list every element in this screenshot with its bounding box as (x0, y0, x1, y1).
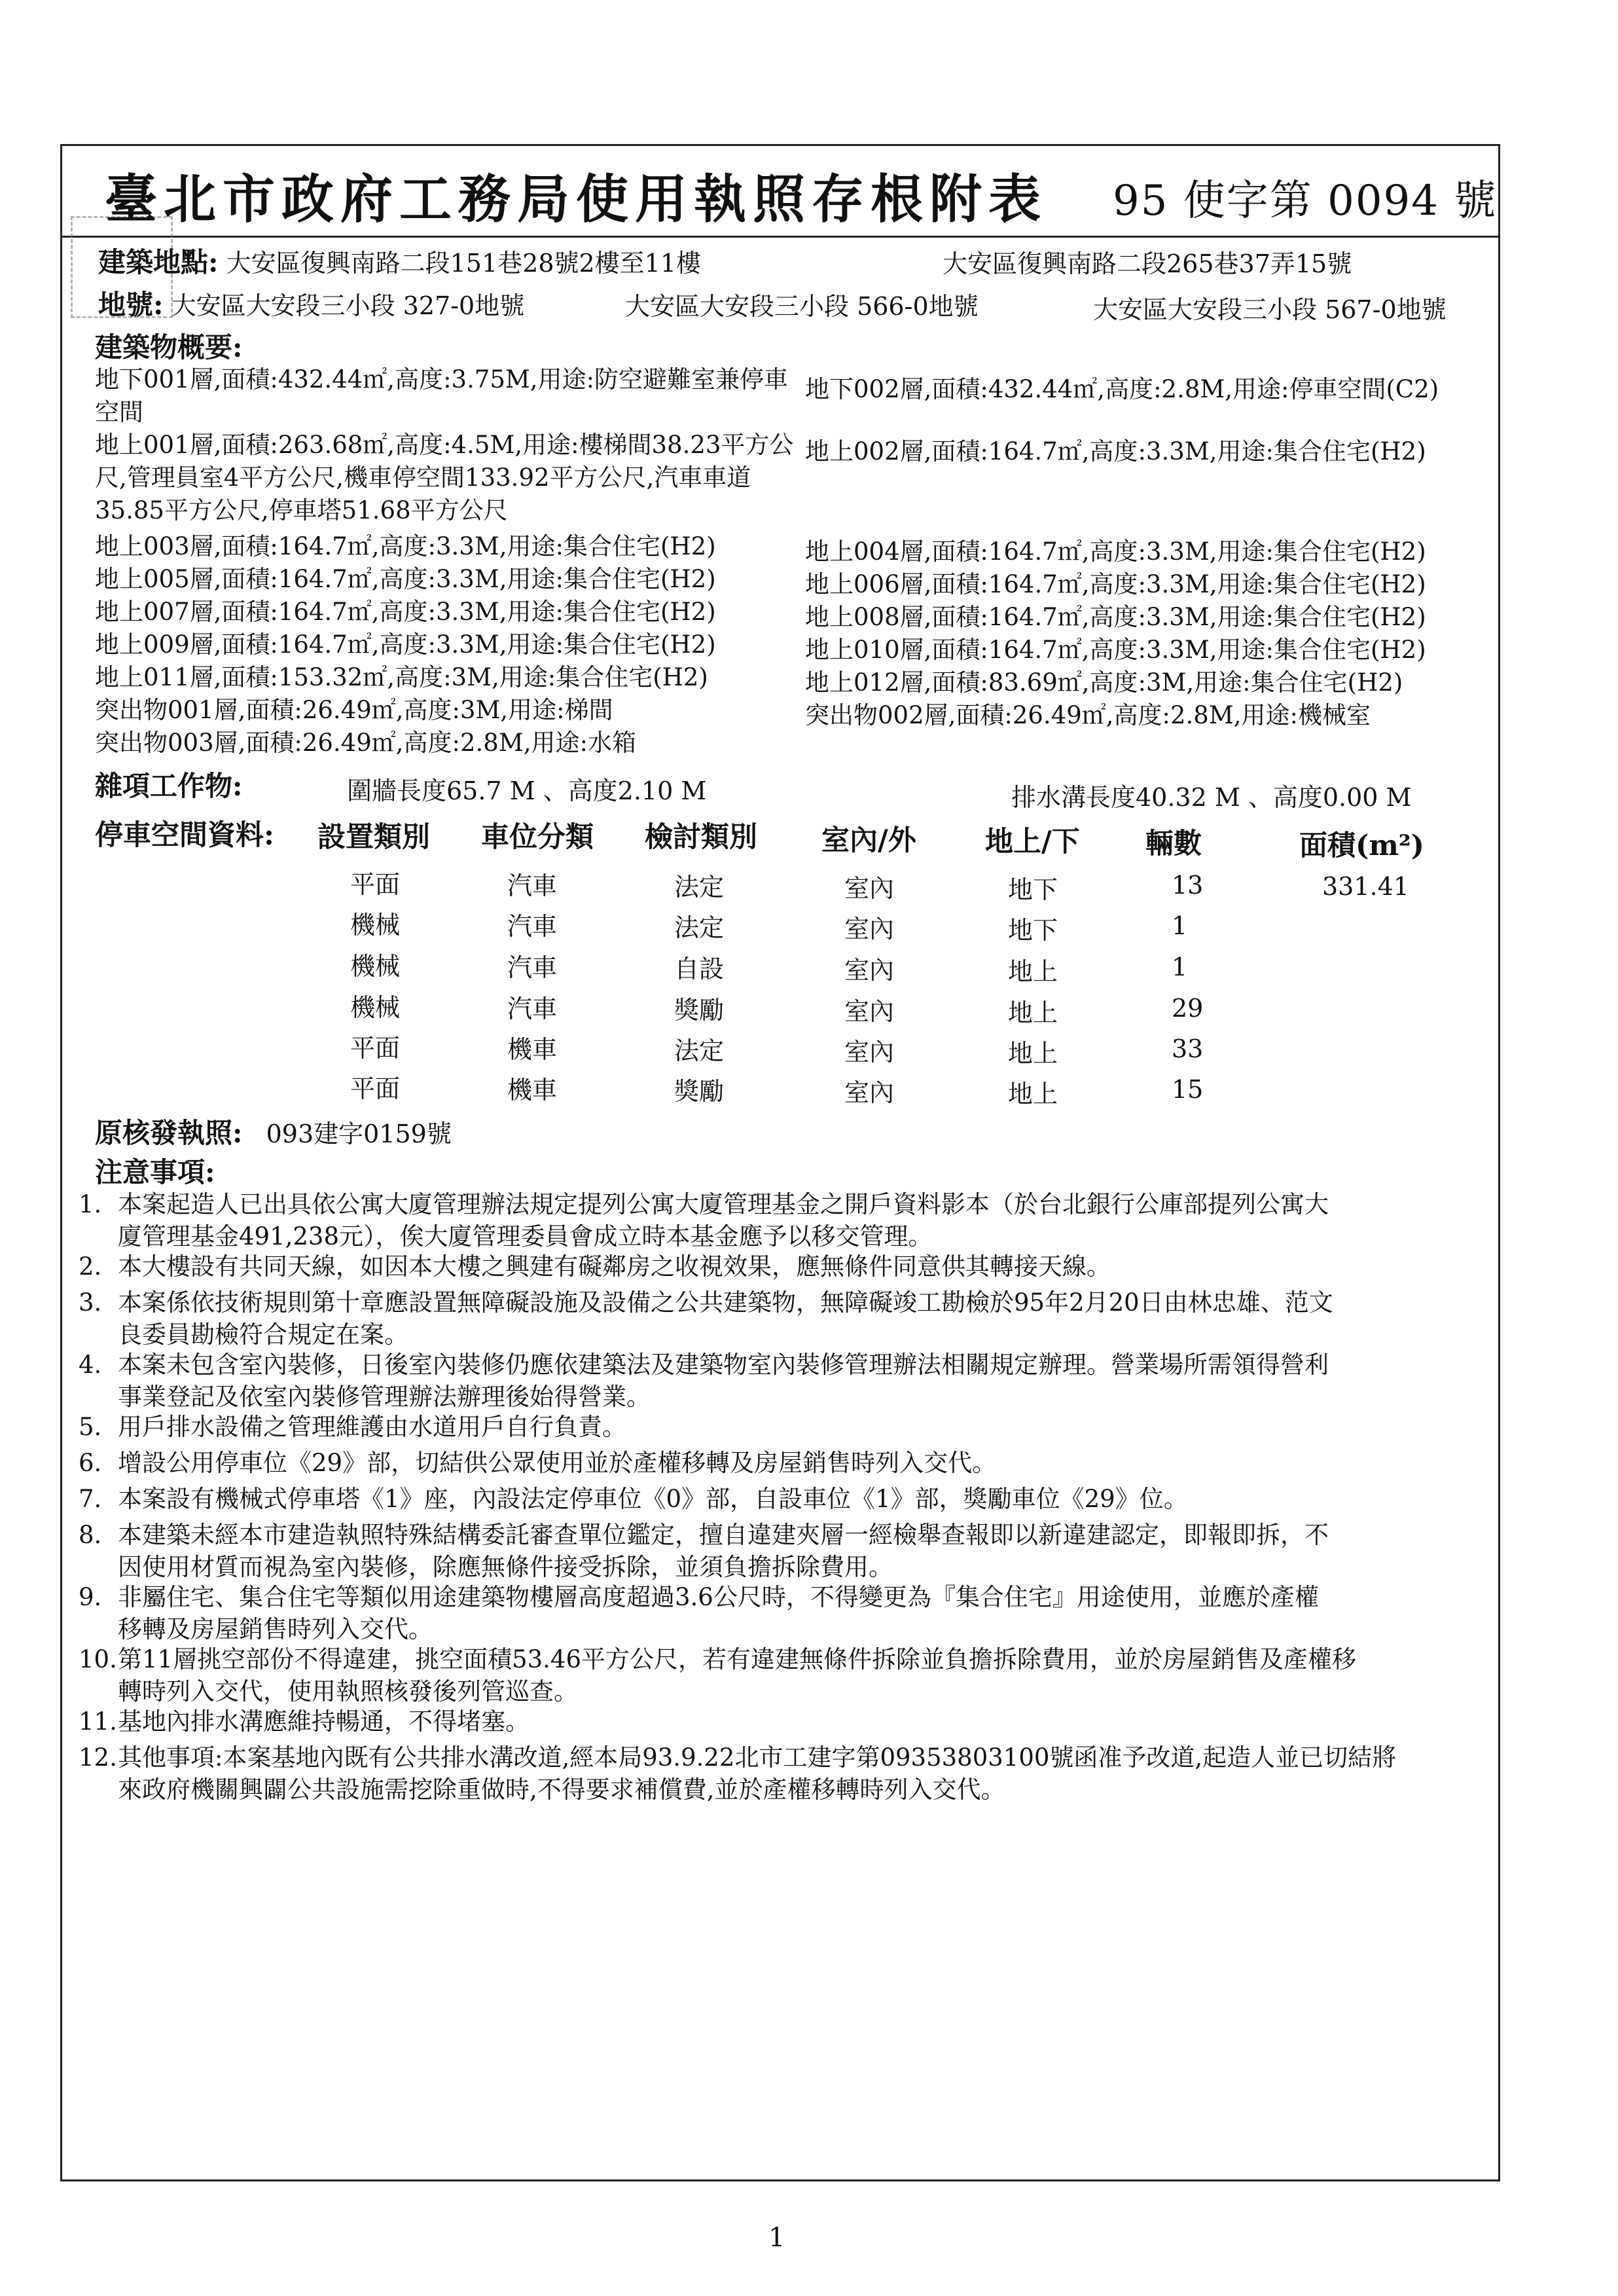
parking-cell-level: 地上 (1008, 1039, 1058, 1068)
note-item (79, 1643, 1492, 1707)
parking-cell-level: 地下 (1008, 875, 1058, 904)
note-item (79, 1483, 1492, 1515)
note-number: 2. (79, 1252, 102, 1281)
floor-3f: 地上003層,面積:164.7㎡,高度:3.3M,用途:集合住宅(H2) (95, 532, 716, 560)
note-line: 本案起造人已出具依公寓大廈管理辦法規定提列公寓大廈管理基金之開戶資料影本（於台北銀行公庫部提列公寓大 (118, 1190, 1329, 1218)
original-permit-value: 093建字0159號 (266, 1120, 452, 1148)
parking-col-inout: 室內/外 (821, 824, 916, 857)
parking-cell-level: 地上 (1008, 957, 1058, 986)
parking-cell-count: 1 (1172, 953, 1188, 981)
note-line: 來政府機關興闢公共設施需挖除重做時,不得要求補償費,並於產權移轉時列入交代。 (118, 1776, 1005, 1804)
floor-r1: 突出物001層,面積:26.49㎡,高度:3M,用途:梯間 (95, 696, 613, 724)
note-line: 本大樓設有共同天線，如因本大樓之興建有礙鄰房之收視效果，應無條件同意供其轉接天線。 (118, 1252, 1111, 1281)
floor-b1: 地下001層,面積:432.44㎡,高度:3.75M,用途:防空避難室兼停車空間 (95, 365, 789, 426)
parking-cell-count: 1 (1172, 911, 1188, 940)
note-item (79, 1581, 1492, 1645)
parking-col-level: 地上/下 (985, 826, 1080, 858)
parking-cell-vehicle: 汽車 (507, 994, 558, 1023)
note-line: 非屬住宅、集合住宅等類似用途建築物樓層高度超過3.6公尺時，不得變更為『集合住宅』用途使用，並應於產權 (118, 1583, 1319, 1611)
note-number: 5. (79, 1413, 102, 1441)
parking-cell-count: 29 (1172, 994, 1204, 1023)
floor-b2: 地下002層,面積:432.44㎡,高度:2.8M,用途:停車空間(C2) (805, 375, 1439, 403)
parking-cell-type: 平面 (350, 1074, 401, 1103)
parking-label: 停車空間資料: (95, 819, 274, 852)
floor-9f: 地上009層,面積:164.7㎡,高度:3.3M,用途:集合住宅(H2) (95, 630, 716, 659)
floor-10f: 地上010層,面積:164.7㎡,高度:3.3M,用途:集合住宅(H2) (805, 636, 1426, 664)
permit-number: 95 使字第 0094 號 (1113, 177, 1498, 225)
parking-cell-type: 機械 (350, 911, 401, 939)
lot-label: 地號: (98, 289, 164, 321)
floor-6f: 地上006層,面積:164.7㎡,高度:3.3M,用途:集合住宅(H2) (805, 570, 1426, 598)
floor-1f: 地上001層,面積:263.68㎡,高度:4.5M,用途:樓梯間38.23平方公尺,管理員室4平方公尺,機車停空間133.92平方公尺,汽車車道35.85平方公尺,停車塔51.68平方公尺 (95, 431, 794, 524)
note-number: 9. (79, 1583, 102, 1611)
note-line: 本案未包含室內裝修，日後室內裝修仍應依建築法及建築物室內裝修管理辦法相關規定辦理。營業場所需領得營利 (118, 1351, 1329, 1379)
note-number: 1. (79, 1190, 102, 1218)
note-line: 移轉及房屋銷售時列入交代。 (118, 1615, 433, 1643)
parking-cell-inout: 室內 (844, 915, 895, 943)
address-1: 大安區復興南路二段151巷28號2樓至11樓 (226, 249, 702, 278)
note-line: 用戶排水設備之管理維護由水道用戶自行負責。 (118, 1413, 626, 1441)
note-line: 本案係依技術規則第十章應設置無障礙設施及設備之公共建築物，無障礙竣工勘檢於95年2月20日由林忠雄、范文 (118, 1288, 1333, 1317)
parking-cell-inout: 室內 (844, 997, 895, 1026)
note-line: 本建築未經本市建造執照特殊結構委託審查單位鑑定，擅自違建夾層一經檢舉查報即以新違建認定，即報即拆，不 (118, 1521, 1329, 1549)
parking-cell-inout: 室內 (844, 956, 895, 985)
parking-cell-level: 地上 (1008, 998, 1058, 1027)
parking-cell-level: 地上 (1008, 1080, 1058, 1108)
parking-cell-inout: 室內 (844, 1038, 895, 1066)
notes-label: 注意事項: (95, 1156, 215, 1188)
note-line: 廈管理基金491,238元），俟大廈管理委員會成立時本基金應予以移交管理。 (118, 1222, 933, 1250)
lot-2: 大安區大安段三小段 566-0地號 (625, 292, 979, 321)
floor-7f: 地上007層,面積:164.7㎡,高度:3.3M,用途:集合住宅(H2) (95, 598, 716, 626)
parking-cell-count: 13 (1172, 871, 1204, 900)
address-2: 大安區復興南路二段265巷37弄15號 (943, 249, 1352, 278)
parking-cell-review: 獎勵 (674, 996, 725, 1025)
note-item (79, 1411, 1492, 1443)
floor-5f: 地上005層,面積:164.7㎡,高度:3.3M,用途:集合住宅(H2) (95, 565, 716, 593)
address-row (98, 246, 701, 280)
lot-1: 大安區大安段三小段 327-0地號 (171, 291, 525, 320)
parking-col-count: 輛數 (1145, 828, 1202, 860)
parking-cell-vehicle: 汽車 (507, 912, 558, 941)
note-item (79, 1741, 1492, 1806)
note-line: 基地內排水溝應維持暢通，不得堵塞。 (118, 1707, 530, 1736)
parking-cell-vehicle: 汽車 (507, 953, 558, 982)
parking-cell-vehicle: 機車 (507, 1035, 558, 1064)
title-divider (60, 236, 1500, 238)
note-item (79, 1705, 1492, 1738)
note-item (79, 1286, 1492, 1351)
parking-cell-inout: 室內 (844, 1078, 895, 1107)
original-permit-label: 原核發執照: (95, 1117, 243, 1149)
parking-cell-count: 33 (1172, 1034, 1204, 1063)
note-item (79, 1519, 1492, 1583)
note-number: 12. (79, 1743, 117, 1772)
parking-cell-level: 地下 (1008, 916, 1058, 945)
floor-11f: 地上011層,面積:153.32㎡,高度:3M,用途:集合住宅(H2) (95, 663, 708, 691)
parking-cell-type: 平面 (350, 1034, 401, 1063)
parking-cell-count: 15 (1172, 1075, 1204, 1104)
parking-col-vehicle: 車位分類 (481, 821, 594, 854)
page-number: 1 (768, 2223, 785, 2253)
document-title: 臺北市政府工務局使用執照存根附表 (105, 168, 1047, 230)
note-number: 6. (79, 1449, 102, 1477)
misc-works-label: 雜項工作物: (95, 770, 243, 802)
note-item (79, 1447, 1492, 1479)
parking-cell-review: 自設 (674, 955, 725, 983)
parking-col-type: 設置類別 (317, 821, 430, 854)
parking-cell-review: 獎勵 (674, 1077, 725, 1106)
note-number: 7. (79, 1485, 102, 1513)
parking-cell-type: 機械 (350, 993, 401, 1022)
parking-cell-review: 法定 (674, 1036, 725, 1065)
building-overview-label: 建築物概要: (95, 331, 243, 363)
lot-row (98, 288, 524, 323)
note-line: 增設公用停車位《29》部，切結供公眾使用並於產權移轉及房屋銷售時列入交代。 (118, 1449, 997, 1477)
parking-col-review: 檢討類別 (645, 821, 757, 854)
parking-cell-area: 331.41 (1322, 872, 1409, 901)
parking-cell-vehicle: 機車 (507, 1076, 558, 1104)
note-line: 事業登記及依室內裝修管理辦法辦理後始得營業。 (118, 1383, 651, 1411)
parking-cell-type: 機械 (350, 952, 401, 981)
address-label: 建築地點: (98, 246, 219, 278)
lot-3: 大安區大安段三小段 567-0地號 (1093, 295, 1447, 324)
note-line: 其他事項:本案基地內既有公共排水溝改道,經本局93.9.22北市工建字第09353803100號函准予改道,起造人並已切結將 (118, 1743, 1397, 1772)
note-number: 10. (79, 1645, 117, 1673)
floor-4f: 地上004層,面積:164.7㎡,高度:3.3M,用途:集合住宅(H2) (805, 538, 1426, 566)
floor-8f: 地上008層,面積:164.7㎡,高度:3.3M,用途:集合住宅(H2) (805, 603, 1426, 631)
parking-cell-type: 平面 (350, 870, 401, 899)
note-number: 4. (79, 1351, 102, 1379)
parking-cell-review: 法定 (674, 913, 725, 942)
note-number: 3. (79, 1288, 102, 1317)
floor-r2: 突出物002層,面積:26.49㎡,高度:2.8M,用途:機械室 (805, 701, 1371, 729)
note-line: 良委員勘檢符合規定在案。 (118, 1321, 408, 1349)
note-line: 第11層挑空部份不得違建，挑空面積53.46平方公尺，若有違建無條件拆除並負擔拆除費用，並於房屋銷售及產權移 (118, 1645, 1357, 1673)
parking-cell-review: 法定 (674, 873, 725, 902)
note-item (79, 1250, 1492, 1283)
note-number: 8. (79, 1521, 102, 1549)
original-permit-row (95, 1116, 452, 1151)
note-line: 因使用材質而視為室內裝修，除應無條件接受拆除，並須負擔拆除費用。 (118, 1553, 893, 1581)
parking-col-area: 面積(m²) (1299, 829, 1425, 862)
note-line: 轉時列入交代，使用執照核發後列管巡查。 (118, 1677, 578, 1705)
wall-spec: 圍牆長度65.7 M 、高度2.10 M (347, 776, 707, 805)
parking-cell-inout: 室內 (844, 874, 895, 903)
parking-cell-vehicle: 汽車 (507, 871, 558, 900)
floor-2f: 地上002層,面積:164.7㎡,高度:3.3M,用途:集合住宅(H2) (805, 437, 1426, 465)
note-item (79, 1349, 1492, 1413)
floor-r3: 突出物003層,面積:26.49㎡,高度:2.8M,用途:水箱 (95, 729, 636, 757)
note-line: 本案設有機械式停車塔《1》座，內設法定停車位《0》部，自設車位《1》部，獎勵車位《29》位。 (118, 1485, 1188, 1513)
floor-12f: 地上012層,面積:83.69㎡,高度:3M,用途:集合住宅(H2) (805, 668, 1403, 697)
drain-spec: 排水溝長度40.32 M 、高度0.00 M (1011, 783, 1412, 812)
note-item (79, 1188, 1492, 1252)
note-number: 11. (79, 1707, 117, 1736)
